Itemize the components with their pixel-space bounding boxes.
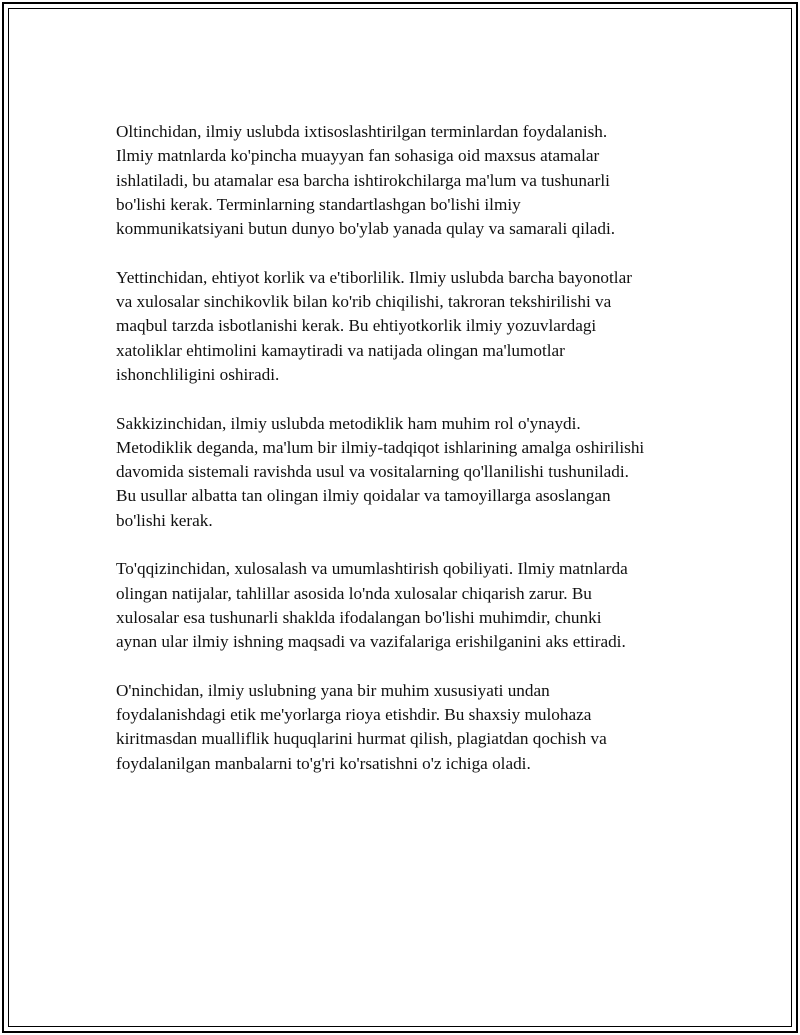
paragraph-seventh: Yettinchidan, ehtiyot korlik va e'tiborlilik. Ilmiy uslubda barcha bayonotlar va xulosalar sinchikovlik bilan ko'rib chiqilishi, takroran tekshirilishi va maqbul tarzda isbotlanishi kerak. Bu ehtiyotkorlik ilmiy yozuvlardagi xatoliklar ehtimolini kamaytiradi va natijada olingan ma'lumotlar ishonchliligini oshiradi. <box>116 267 632 384</box>
paragraph-eighth: Sakkizinchidan, ilmiy uslubda metodiklik ham muhim rol o'ynaydi. Metodiklik deganda, ma'lum bir ilmiy-tadqiqot ishlarining amalga oshirilishi davomida sistemali ravishda usul va vositalarning qo'llanilishi tushuniladi. Bu usullar albatta tan olingan ilmiy qoidalar va tamoyillarga asoslangan bo'lishi kerak. <box>116 413 645 530</box>
paragraph-sixth: Oltinchidan, ilmiy uslubda ixtisoslashtirilgan terminlardan foydalanish. Ilmiy matnlarda ko'pincha muayyan fan sohasiga oid maxsus atamalar ishlatiladi, bu atamalar esa barcha ishtirokchilarga ma'lum va tushunarli bo'lishi kerak. Terminlarning standartlashgan bo'lishi ilmiy kommunikatsiyani butun dunyo bo'ylab yanada qulay va samarali qiladi. <box>116 122 616 239</box>
document-body <box>116 120 706 800</box>
document-page <box>2 2 798 1033</box>
paragraph-tenth: O'ninchidan, ilmiy uslubning yana bir muhim xususiyati undan foydalanishdagi etik me'yorlarga rioya etishdir. Bu shaxsiy mulohaza kiritmasdan mualliflik huquqlarini hurmat qilish, plagiatdan qochish va foydalanilgan manbalarni to'g'ri ko'rsatishni o'z ichiga oladi. <box>116 680 607 773</box>
paragraph-ninth: To'qqizinchidan, xulosalash va umumlashtirish qobiliyati. Ilmiy matnlarda olingan natijalar, tahlillar asosida lo'nda xulosalar chiqarish zarur. Bu xulosalar esa tushunarli shaklda ifodalangan bo'lishi muhimdir, chunki aynan ular ilmiy ishning maqsadi va vazifalariga erishilganini aks ettiradi. <box>116 559 628 652</box>
